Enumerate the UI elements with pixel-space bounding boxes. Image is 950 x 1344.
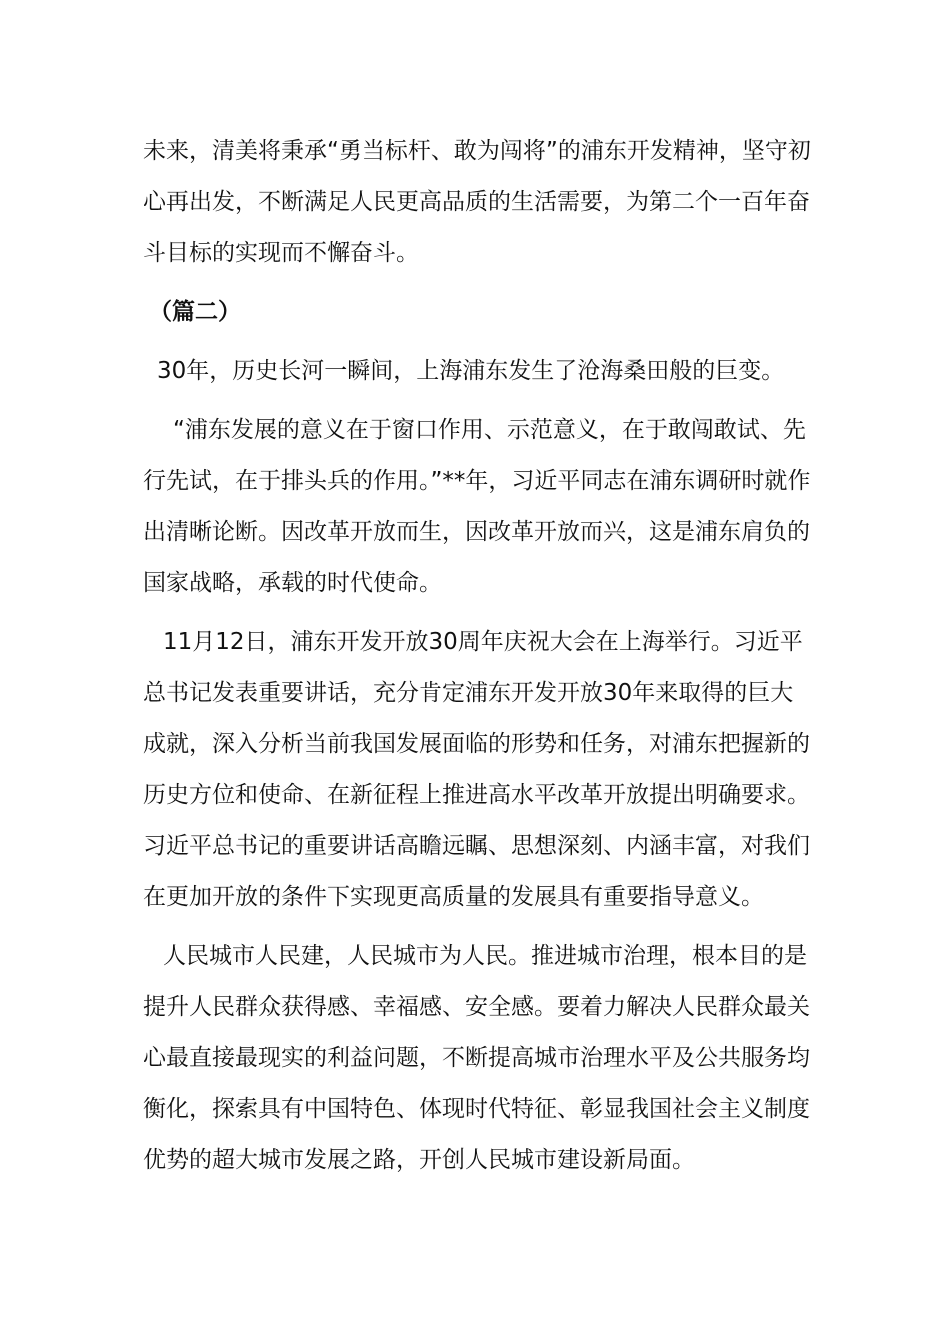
paragraph-closing: 未来，清美将秉承“勇当标杆、敢为闯将”的浦东开发精神，坚守初心再出发，不断满足人民更高品质的生活需要，为第二个一百年奋斗目标的实现而不懈奋斗。 (143, 138, 811, 266)
paragraph-celebration: 11月12日，浦东开发开放30周年庆祝大会在上海举行。习近平总书记发表重要讲话，充分肯定浦东开发开放30年来取得的巨大成就，深入分析当前我国发展面临的形势和任务，对浦东把握新的历史方位和使命、在新征程上推进高水平改革开放提出明确要求。习近平总书记的重要讲话高瞻远瞩、思想深刻、内涵丰富，对我们在更加开放的条件下实现更高质量的发展具有重要指导意义。 (143, 629, 810, 910)
paragraph-intro: 30年，历史长河一瞬间，上海浦东发生了沧海桑田般的巨变。 (157, 358, 785, 384)
section-heading: （篇二） (149, 299, 241, 325)
document-body (143, 126, 811, 1194)
paragraph-quote: “浦东发展的意义在于窗口作用、示范意义，在于敢闯敢试、先行先试，在于排头兵的作用。”**年，习近平同志在浦东调研时就作出清晰论断。因改革开放而生，因改革开放而兴，这是浦东肩负的国家战略，承载的时代使命。 (143, 417, 811, 596)
paragraph-people-city: 人民城市人民建，人民城市为人民。推进城市治理，根本目的是提升人民群众获得感、幸福感、安全感。要着力解决人民群众最关心最直接最现实的利益问题，不断提高城市治理水平及公共服务均衡化，探索具有中国特色、体现时代特征、彰显我国社会主义制度优势的超大城市发展之路，开创人民城市建设新局面。 (143, 943, 810, 1173)
